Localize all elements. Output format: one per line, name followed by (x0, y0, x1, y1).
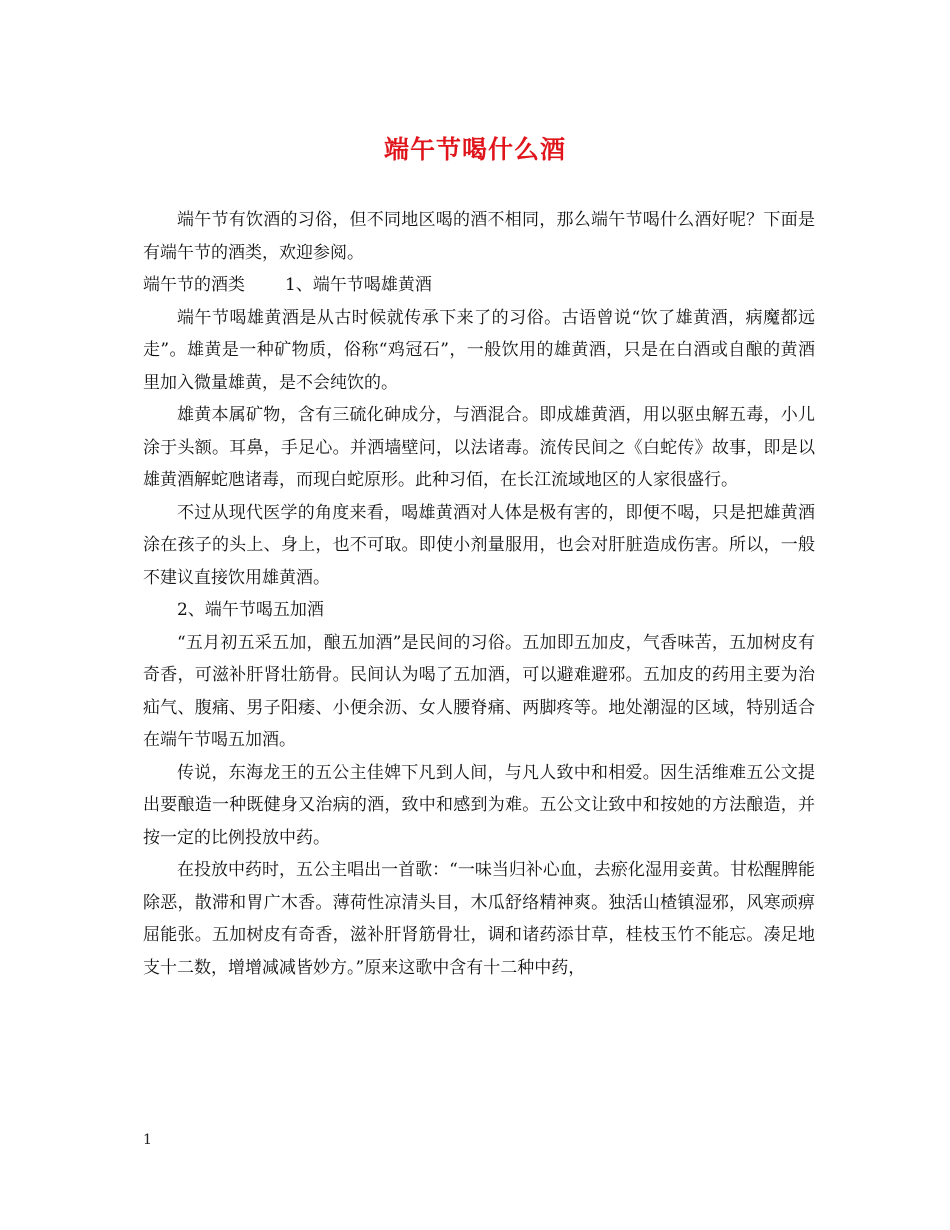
section-heading-line (143, 269, 815, 302)
section-label: 端午节的酒类 (143, 275, 245, 295)
paragraph-xionghuang-composition: 雄黄本属矿物，含有三硫化砷成分，与酒混合。即成雄黄酒，用以驱虫解五毒，小儿涂于头额。耳鼻，手足心。并洒墙壁问，以法诸毒。流传民间之《白蛇传》故事，即是以雄黄酒解蛇虺诸毒，而现白蛇原形。此种习佰，在长江流域地区的人家很盛行。 (143, 405, 815, 490)
paragraph-xionghuang-origin: 端午节喝雄黄酒是从古时候就传承下来了的习俗。古语曾说“饮了雄黄酒，病魔都远走”。雄黄是一种矿物质，俗称“鸡冠石”，一般饮用的雄黄酒，只是在白酒或自酿的黄酒里加入微量雄黄，是不会纯饮的。 (143, 307, 815, 393)
heading-wujia: 2、端午节喝五加酒 (177, 600, 324, 620)
document-title: 端午节喝什么酒 (383, 135, 566, 164)
heading-xionghuang: 1、端午节喝雄黄酒 (285, 275, 432, 295)
document-body (143, 204, 815, 984)
paragraph-xionghuang-warning: 不过从现代医学的角度来看，喝雄黄酒对人体是极有害的，即便不喝，只是把雄黄酒涂在孩子的头上、身上，也不可取。即使小剂量服用，也会对肝脏造成伤害。所以，一般不建议直接饮用雄黄酒。 (143, 502, 815, 588)
paragraph-wujia-song: 在投放中药时，五公主唱出一首歌：“一味当归补心血，去瘀化湿用妾黄。甘松醒脾能除恶，散滞和胃广木香。薄荷性凉清头目，木瓜舒络精神爽。独活山楂镇湿邪，风寒顽痹屈能张。五加树皮有奇香，滋补肝肾筋骨壮，调和诸药添甘草，桂枝玉竹不能忘。凑足地支十二数，增增减减皆妙方。”原来这歌中含有十二种中药， (143, 860, 815, 978)
paragraph-wujia-custom: “五月初五采五加，酿五加酒”是民间的习俗。五加即五加皮，气香味苦，五加树皮有奇香，可滋补肝肾壮筋骨。民间认为喝了五加酒，可以避难避邪。五加皮的药用主要为治疝气、腹痛、男子阳痿、小便余沥、女人腰脊痛、两脚疼等。地处潮湿的区域，特别适合在端午节喝五加酒。 (143, 632, 815, 750)
intro-paragraph: 端午节有饮酒的习俗，但不同地区喝的酒不相同，那么端午节喝什么酒好呢？下面是有端午节的酒类，欢迎参阅。 (143, 210, 815, 263)
page-number: 1 (143, 1132, 152, 1148)
paragraph-wujia-legend: 传说，东海龙王的五公主佳婢下凡到人间，与凡人致中和相爱。因生活维难五公文提出要酿造一种既健身又治病的酒，致中和感到为难。五公文让致中和按她的方法酿造，并按一定的比例投放中药。 (143, 762, 815, 848)
